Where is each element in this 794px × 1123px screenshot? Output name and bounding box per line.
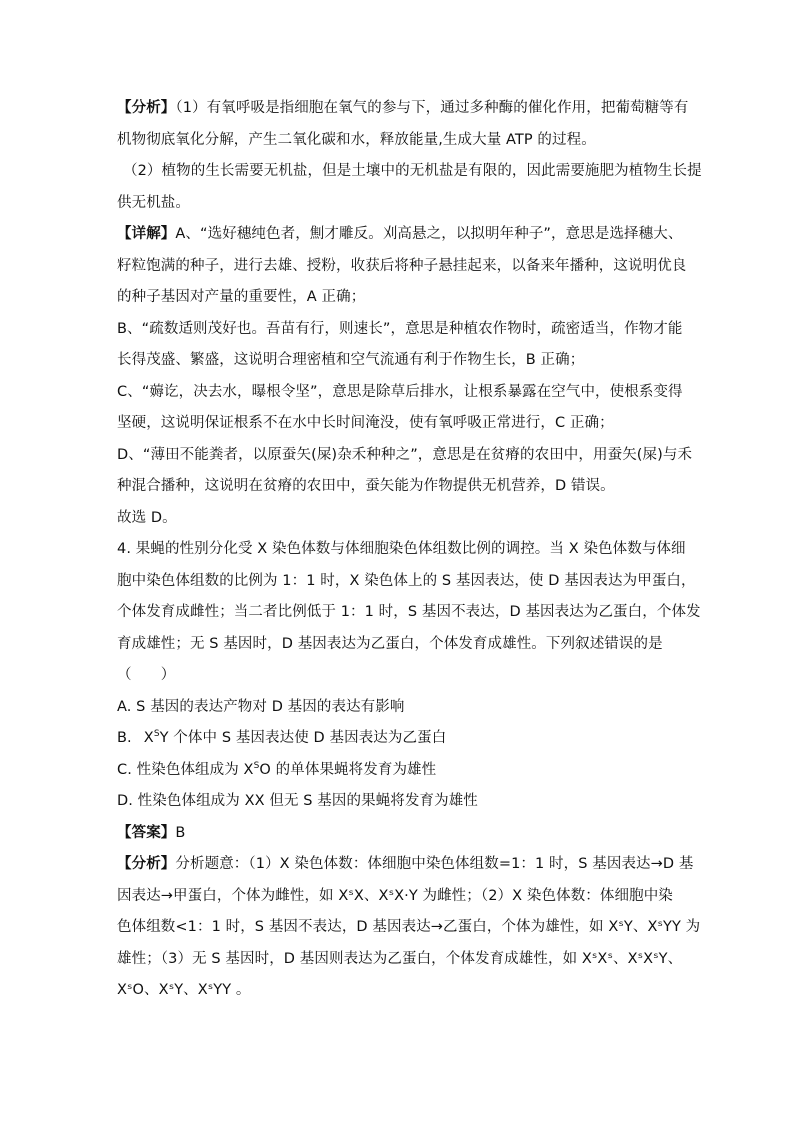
analysis-tag: 【分析】	[117, 100, 176, 116]
analysis-line-4: 供无机盐。	[117, 194, 190, 211]
question-4-line-2: 胞中染色体组数的比例为 1：1 时，X 染色体上的 S 基因表达，使 D 基因表达为甲蛋白，	[117, 572, 696, 589]
option-b: B. $X^SY$ 个体中 S 基因表达使 D 基因表达为乙蛋白	[117, 729, 447, 746]
analysis2-tag: 【分析】	[117, 856, 176, 872]
analysis2-line-2: 因表达→甲蛋白，个体为雌性，如 XˢX、XˢX·Y 为雌性；（2）X 染色体数：体细胞中染	[117, 887, 673, 904]
detail-line-a2: 籽粒饱满的种子，进行去雄、授粉，收获后将种子悬挂起来，以备来年播种，这说明优良	[117, 257, 687, 274]
detail-line-d2: 种混合播种，这说明在贫瘠的农田中，蚕矢能为作物提供无机营养，D 错误。	[117, 478, 615, 494]
detail-choose: 故选 D。	[117, 509, 177, 526]
analysis2-line-1: 【分析】分析题意：（1）X 染色体数：体细胞中染色体组数=1：1 时，S 基因表达→D 基	[117, 856, 694, 872]
analysis2-line-5: XˢO、XˢY、XˢYY 。	[117, 982, 251, 998]
analysis-line-2: 机物彻底氧化分解，产生二氧化碳和水，释放能量,生成大量 ATP 的过程。	[117, 131, 596, 148]
option-a: A. S 基因的表达产物对 D 基因的表达有影响	[117, 698, 405, 715]
answer-value: B	[175, 824, 186, 841]
analysis-line-1: 【分析】（1）有氧呼吸是指细胞在氧气的参与下，通过多种酶的催化作用，把葡萄糖等有	[117, 100, 689, 116]
detail-line-c2: 坚硬，这说明保证根系不在水中长时间淹没，使有氧呼吸正常进行，C 正确；	[117, 415, 614, 431]
detail-line-a3: 的种子基因对产量的重要性，A 正确；	[117, 289, 366, 305]
detail-line-a1: 【详解】A、“选好穗纯色者，劁才雕反。刈高悬之，以拟明年种子”，意思是选择穗大、	[117, 226, 683, 242]
document-page	[117, 98, 702, 1012]
detail-line-b2: 长得茂盛、繁盛，这说明合理密植和空气流通有利于作物生长，B 正确；	[117, 352, 585, 368]
answer-tag: 【答案】	[117, 824, 176, 841]
analysis2-line-4: 雄性；（3）无 S 基因时，D 基因则表达为乙蛋白，个体发育成雄性，如 XˢXˢ、XˢXˢY、	[117, 950, 683, 967]
question-4-line-4: 育成雄性；无 S 基因时，D 基因表达为乙蛋白，个体发育成雄性。下列叙述错误的是	[117, 635, 663, 652]
analysis-line-3: （2）植物的生长需要无机盐，但是土壤中的无机盐是有限的，因此需要施肥为植物生长提	[123, 163, 702, 179]
detail-line-d1: D、“薄田不能粪者，以原蚕矢(屎)杂禾种种之”，意思是在贫瘠的农田中，用蚕矢(屎)与禾	[117, 446, 693, 463]
option-c: C. 性染色体组成为 $X^SO$ 的单体果蝇将发育为雄性	[117, 760, 437, 778]
detail-tag: 【详解】	[117, 226, 176, 242]
question-4-line-3: 个体发育成雌性；当二者比例低于 1：1 时，S 基因不表达，D 基因表达为乙蛋白，个体发	[117, 604, 701, 620]
detail-line-b1: B、“疏数适则茂好也。吾苗有行，则速长”，意思是种植农作物时，疏密适当，作物才能	[117, 320, 683, 337]
option-d: D. 性染色体组成为 XX 但无 S 基因的果蝇将发育为雄性	[117, 793, 478, 809]
answer-line	[117, 823, 702, 843]
question-4-line-1: 4. 果蝇的性别分化受 X 染色体数与体细胞染色体组数比例的调控。当 X 染色体数与体细	[117, 541, 686, 557]
question-4-paren: （ ）	[117, 667, 176, 683]
analysis2-line-3: 色体组数<1：1 时，S 基因不表达，D 基因表达→乙蛋白，个体为雄性，如 XˢY、XˢYY 为	[117, 919, 701, 935]
detail-line-c1: C、“薅讫，决去水，曝根令坚”，意思是除草后排水，让根系暴露在空气中，使根系变得	[117, 383, 683, 400]
